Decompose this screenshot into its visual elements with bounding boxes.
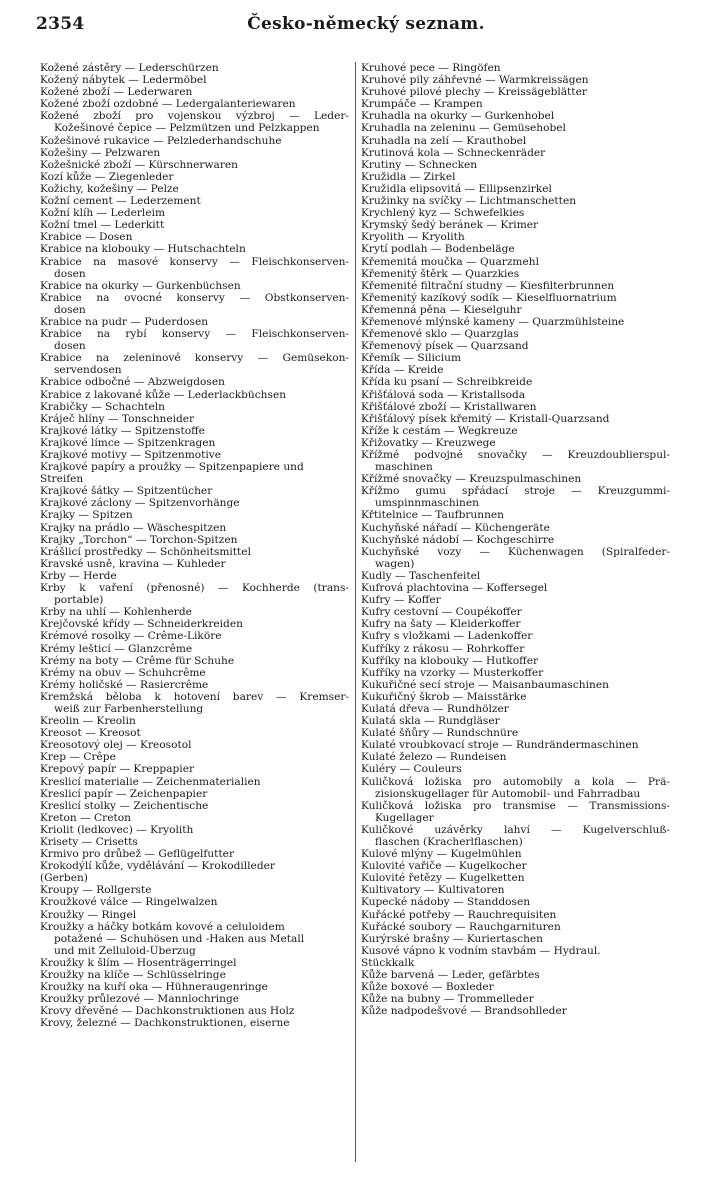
entry-line: Kryolith — Kryolith [361, 231, 465, 244]
entry-line: Kreton — Creton [40, 811, 131, 824]
entry-line: Kožené zboží — Lederwaren [40, 86, 193, 99]
entry-line: Krajkové límce — Spitzenkragen [40, 436, 216, 449]
entry-line: Kulatá dřeva — Rundhölzer [361, 702, 509, 715]
entry-line: Kulaté železo — Rundeisen [361, 751, 507, 764]
entry-line: Stückkalk [361, 956, 415, 969]
entry-line: (Gerben) [40, 872, 88, 885]
entry-line: weiß zur Farbenherstellung [54, 702, 204, 715]
entry-line: Kufrová plachtovina — Koffersegel [361, 582, 548, 595]
column-divider [355, 62, 356, 1162]
entry-line: Kultivatory — Kultivatoren [361, 884, 505, 897]
entry-line: und mit Zelluloid-Überzug [54, 944, 196, 957]
entry-line: Krémy lešticí — Glanzcrême [40, 642, 193, 655]
entry-line: Kružidla elipsovitá — Ellipsenzirkel [361, 182, 552, 195]
entry-line: Kulovité vařiče — Kugelkocher [361, 860, 527, 873]
entry-line: Krajky „Torchon“ — Torchon-Spitzen [40, 533, 238, 546]
entry-line: Křtitelnice — Taufbrunnen [361, 509, 504, 522]
entry-line: Kukuřičný škrob — Maisstärke [361, 690, 527, 703]
entry-line: Krovy, železné — Dachkonstruktionen, eiserne [40, 1017, 290, 1030]
entry-line: Křemenitý štěrk — Quarzkies [361, 267, 520, 280]
entry-line: Krmivo pro drůbež — Geflügelfutter [40, 848, 235, 861]
entry-line: Křemenové sklo — Quarzglas [361, 328, 519, 341]
entry-line: Kožní klíh — Lederleim [40, 207, 166, 220]
entry-line: Kroužky na kuří oka — Hühneraugenringe [40, 981, 268, 994]
entry-line: Kožešinové rukavice — Pelzlederhandschuhe [40, 134, 282, 147]
entry-line: Krymský šedý beránek — Krimer [361, 219, 539, 232]
entry-line: Křišťálové zboží — Kristallwaren [361, 400, 537, 413]
entry-line: Kožené zboží pro vojenskou výzbroj — Leder- [40, 110, 349, 123]
entry-line: Krabice na pudr — Puderdosen [40, 315, 209, 328]
entry-line: Kulovité řetězy — Kugelketten [361, 872, 525, 885]
entry-line: Kufry na šaty — Kleiderkoffer [361, 618, 521, 631]
entry-line: Křemenové mlýnské kameny — Quarzmühlsteine [361, 315, 625, 328]
entry-line: Kuchyňské nářadí — Küchengeräte [361, 521, 550, 534]
entry-line: Krajky na prádlo — Wäschespitzen [40, 521, 227, 534]
entry-line: Krychlený kyz — Schwefelkies [361, 207, 525, 220]
entry-line: Křemenná pěna — Kieselguhr [361, 303, 522, 316]
entry-line: Kruhové pilové plechy — Kreissägeblätter [361, 86, 587, 99]
page-title: Česko-německý seznam. [247, 14, 485, 34]
entry-line: Kuřácké potřeby — Rauchrequisiten [361, 908, 557, 921]
page-header [36, 14, 676, 40]
entry-line: Kožešinové čepice — Pelzmützen und Pelzkappen [54, 122, 320, 135]
entry-line: Kružinky na svíčky — Lichtmanschetten [361, 195, 577, 208]
entry-line: Kruhadla na zeleninu — Gemüsehobel [361, 122, 566, 135]
entry-line: Křída — Kreide [361, 364, 444, 377]
entry-line: dosen [54, 267, 86, 280]
entry-line: dosen [54, 303, 86, 316]
entry-line: Krášlicí prostředky — Schönheitsmittel [40, 545, 251, 558]
entry-line: Kulaté vroubkovací stroje — Rundrändermaschinen [361, 739, 639, 752]
entry-line: Krabice odbočné — Abzweigdosen [40, 376, 225, 389]
entry-line: Kůže barvená — Leder, gefärbtes [361, 969, 540, 982]
entry-line: portable) [54, 594, 104, 607]
entry-line: Krémy na obuv — Schuhcrême [40, 666, 206, 679]
entry-line: Kufry cestovní — Coupékoffer [361, 606, 522, 619]
entry-line: Kruhadla na zelí — Krauthobel [361, 134, 527, 147]
entry-line: Křída ku psaní — Schreibkreide [361, 376, 533, 389]
entry-line: Kroužky a háčky botkám kovové a celuloidem [40, 920, 285, 933]
entry-line: Krabice na okurky — Gurkenbüchsen [40, 279, 241, 292]
entry-line: Křížmo gumu spřádací stroje — Kreuzgummi- [361, 485, 670, 498]
entry-line: Kufříky na vzorky — Musterkoffer [361, 666, 544, 679]
entry-line: Kreslicí papír — Zeichenpapier [40, 787, 208, 800]
right-column [361, 62, 670, 1017]
entry-line: Krby k vaření (přenosné) — Kochherde (trans- [40, 582, 349, 595]
entry-line: Krémové rosolky — Crême-Liköre [40, 630, 222, 643]
entry-line: umspinnmaschinen [375, 497, 479, 510]
entry-line: Kremžská běloba k hotovení barev — Kremser- [40, 690, 349, 703]
entry-line: Krajkové papíry a proužky — Spitzenpapiere und [40, 461, 304, 474]
entry-line: Kreslicí stolky — Zeichentische [40, 799, 209, 812]
entry-line: Kožešiny — Pelzwaren [40, 146, 161, 159]
entry-line: Krytí podlah — Bodenbeläge [361, 243, 515, 256]
entry-line: Křišťálový písek křemitý — Kristall-Quarzsand [361, 412, 610, 425]
entry-line: Kroužky na klíče — Schlüsselringe [40, 969, 226, 982]
entry-line: Kulatá skla — Rundgläser [361, 715, 500, 728]
entry-line: Kurýrské brašny — Kuriertaschen [361, 932, 543, 945]
entry-line: Kožešnické zboží — Kürschnerwaren [40, 158, 238, 171]
entry-line: Kuchyňské nádobí — Kochgeschirre [361, 533, 555, 546]
entry-line: Kůže boxové — Boxleder [361, 981, 494, 994]
entry-line: Krajkové záclony — Spitzenvorhänge [40, 497, 240, 510]
entry-line: Kufříky z rákosu — Rohrkoffer [361, 642, 525, 655]
entry-line: Krabičky — Schachteln [40, 400, 165, 413]
entry-line: Kupecké nádoby — Standdosen [361, 896, 531, 909]
entry-line: Kožichy, kožešiny — Pelze [40, 182, 179, 195]
entry-line: Kroužky průlezové — Mannlochringe [40, 993, 240, 1006]
entry-line: Kozí kůže — Ziegenleder [40, 170, 174, 183]
entry-line: Krabice na klobouky — Hutschachteln [40, 243, 246, 256]
entry-line: Kulové mlýny — Kugelmühlen [361, 848, 522, 861]
entry-line: Kuličková ložiska pro transmise — Transmissions- [361, 799, 670, 812]
entry-line: Krutiny — Schnecken [361, 158, 478, 171]
entry-line: Křemenité filtrační studny — Kiesfilterbrunnen [361, 279, 615, 292]
entry-line: flaschen (Kracherlflaschen) [375, 836, 523, 848]
entry-line: Kůže nadpodešvové — Brandsohlleder [361, 1005, 567, 1018]
entry-line: Krokodýlí kůže, vydělávání — Krokodilleder [40, 860, 275, 873]
entry-line: Křižovatky — Kreuzwege [361, 436, 496, 449]
entry-line: Krabice z lakované kůže — Lederlackbüchsen [40, 388, 287, 401]
entry-line: Kriolit (ledkovec) — Kryolith [40, 823, 194, 836]
entry-line: Krepový papír — Kreppapier [40, 763, 195, 776]
entry-line: Kožní cement — Lederzement [40, 195, 201, 208]
entry-line: Kuličková ložiska pro automobily a kola — Prä- [361, 775, 670, 788]
entry-line: Kruhové pece — Ringöfen [361, 62, 501, 74]
entry-line: Krajkové šátky — Spitzentücher [40, 485, 213, 498]
entry-line: potažené — Schuhösen und -Haken aus Metall [54, 932, 305, 945]
entry-line: Kudly — Taschenfeitel [361, 569, 481, 582]
entry-line: Krby — Herde [40, 569, 117, 582]
entry-line: Krby na uhlí — Kohlenherde [40, 606, 192, 619]
entry-line: Kreolin — Kreolin [40, 715, 136, 728]
entry-line: Kožený nábytek — Ledermöbel [40, 74, 207, 87]
entry-line: Kreslicí materialie — Zeichenmaterialien [40, 775, 261, 788]
entry-line: Krabice na rybí konservy — Fleischkonserven- [40, 328, 349, 341]
entry-line: wagen) [375, 557, 415, 570]
entry-line: Kuličkové uzávěrky lahví — Kugelverschluß- [361, 823, 670, 836]
entry-line: Krovy dřevěné — Dachkonstruktionen aus Holz [40, 1005, 295, 1018]
entry-line: Kreosotový olej — Kreosotol [40, 739, 192, 752]
entry-line: Kreosot — Kreosot [40, 727, 141, 740]
page-number: 2354 [36, 14, 85, 34]
entry-line: Kroupy — Rollgerste [40, 884, 152, 897]
entry-line: Křemík — Silicium [361, 352, 462, 365]
entry-line: Krisety — Crisetts [40, 836, 138, 848]
entry-line: dosen [54, 340, 86, 353]
entry-line: Krabice na ovocné konservy — Obstkonserven- [40, 291, 349, 304]
entry-line: Kusové vápno k vodním stavbám — Hydraul. [361, 944, 601, 957]
entry-line: Křížmé snovačky — Kreuzspulmaschinen [361, 473, 582, 486]
entry-line: zisionskugellager für Automobil- und Fahrradbau [375, 787, 641, 800]
entry-line: Kroužkové válce — Ringelwalzen [40, 896, 218, 909]
entry-line: Krémy holičské — Rasiercrême [40, 678, 209, 691]
entry-line: Kufry — Koffer [361, 594, 441, 607]
entry-line: Kožené zboží ozdobné — Ledergalanteriewaren [40, 98, 296, 111]
entry-line: Křemenový písek — Quarzsand [361, 340, 529, 353]
entry-line: Křemenitá moučka — Quarzmehl [361, 255, 539, 268]
entry-line: Krabice — Dosen [40, 231, 133, 244]
entry-line: Krejčovské křídy — Schneiderkreiden [40, 618, 243, 631]
entry-line: Krajkové látky — Spitzenstoffe [40, 424, 205, 437]
entry-line: Kuchyňské vozy — Küchenwagen (Spiralfeder- [361, 545, 670, 558]
entry-line: Krajky — Spitzen [40, 509, 133, 522]
entry-line: Streifen [40, 473, 84, 486]
left-column [40, 62, 349, 1030]
entry-line: Kožní tmel — Lederkitt [40, 219, 165, 232]
entry-line: Krumpáče — Krampen [361, 98, 483, 111]
entry-line: Kufry s vložkami — Ladenkoffer [361, 630, 533, 643]
entry-line: Kříže k cestám — Wegkreuze [361, 424, 518, 437]
entry-line: Krémy na boty — Crême für Schuhe [40, 654, 235, 667]
entry-line: Krabice na zeleninové konservy — Gemüsekon- [40, 352, 349, 365]
entry-line: Křížmé podvojné snovačky — Kreuzdoublierspul- [361, 449, 670, 461]
entry-line: Kufříky na klobouky — Hutkoffer [361, 654, 539, 667]
entry-line: maschinen [375, 461, 433, 474]
entry-line: Kulaté šňůry — Rundschnüre [361, 727, 519, 740]
entry-line: Kružidla — Zirkel [361, 170, 456, 183]
entry-line: Kráječ hlíny — Tonschneider [40, 412, 195, 425]
entry-line: Krep — Crêpe [40, 751, 116, 764]
entry-line: Kuléry — Couleurs [361, 763, 462, 776]
entry-line: Kroužky — Ringel [40, 908, 137, 921]
entry-line: Kůže na bubny — Trommelleder [361, 993, 534, 1006]
entry-line: Kuřácké soubory — Rauchgarnituren [361, 920, 561, 933]
entry-line: Kruhové pily záhřevné — Warmkreissägen [361, 74, 589, 87]
entry-line: Kroužky k šlím — Hosenträgerringel [40, 956, 237, 969]
entry-line: servendosen [54, 364, 122, 377]
entry-line: Kravské usně, kravina — Kuhleder [40, 557, 226, 570]
entry-line: Krajkové motivy — Spitzenmotive [40, 449, 222, 461]
entry-line: Křišťálová soda — Kristallsoda [361, 388, 526, 401]
entry-line: Kožené zástěry — Lederschürzen [40, 62, 219, 74]
entry-line: Kruhadla na okurky — Gurkenhobel [361, 110, 555, 123]
entry-line: Kugellager [375, 811, 434, 824]
entry-line: Křemenitý kazíkový sodík — Kieselfluornatrium [361, 291, 617, 304]
entry-line: Kukuřičné secí stroje — Maisanbaumaschinen [361, 678, 609, 691]
entry-line: Krabice na masové konservy — Fleischkonserven- [40, 255, 349, 268]
entry-line: Krutinová kola — Schneckenräder [361, 146, 546, 159]
